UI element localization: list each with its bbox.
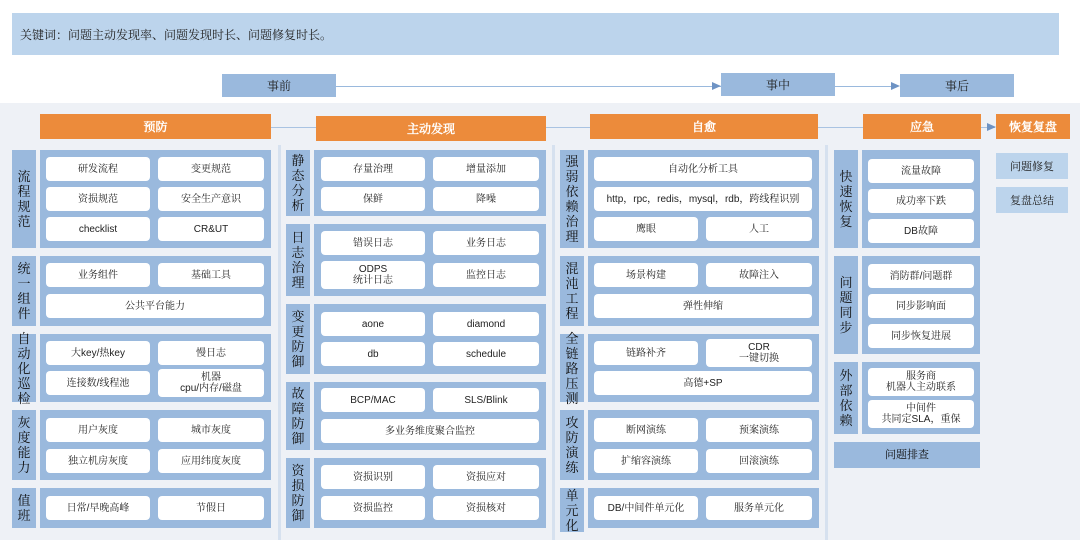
cell-text: SLS/Blink — [464, 394, 508, 406]
cell-text: db — [367, 348, 379, 360]
cell-text: 降噪 — [476, 193, 496, 205]
cell-text: 消防群/问题群 — [889, 270, 953, 282]
cell-text: 错误日志 — [353, 237, 393, 249]
cell-text: 资损应对 — [466, 471, 506, 483]
cell-text: DB/中间件单元化 — [607, 502, 685, 514]
group-label-unified-text: 统 一 组 件 — [17, 261, 31, 321]
group-label-dependency-text: 强 弱 依 赖 治 理 — [565, 154, 579, 244]
cell-text: ODPS — [358, 264, 388, 275]
cell-text: 资损识别 — [353, 471, 393, 483]
cell-text: cpu/内存/磁盘 — [180, 383, 242, 394]
group-label-drill-text: 攻 防 演 练 — [565, 415, 579, 475]
cell-text: 业务日志 — [466, 237, 506, 249]
cell-text: 变更规范 — [191, 163, 231, 175]
group-label-change-text: 变 更 防 御 — [291, 309, 305, 369]
cell-text: aone — [361, 318, 385, 330]
cell-text: 公共平台能力 — [125, 300, 185, 312]
group-label-process-text: 流 程 规 范 — [17, 169, 31, 229]
recover-summary-text: 复盘总结 — [1010, 195, 1054, 207]
cell-text: 多业务维度聚合监控 — [385, 425, 475, 437]
cell-text: 监控日志 — [466, 269, 506, 281]
cell-text: 一键切换 — [739, 353, 779, 364]
keyword-text: 关键词：问题主动发现率、问题发现时长、问题修复时长。 — [20, 27, 333, 42]
stage-recover-label: 恢复复盘 — [1008, 120, 1057, 134]
group-label-unit-text: 单 元 化 — [565, 487, 579, 533]
cell-text: 预案演练 — [739, 424, 779, 436]
cell-text: 同步恢复进展 — [891, 330, 951, 342]
stage-discover-label: 主动发现 — [406, 122, 455, 136]
cell-text: diamond — [466, 318, 506, 330]
group-label-inspect-text: 自 动 化 巡 检 — [17, 330, 31, 406]
cell-text: 鹰眼 — [636, 223, 656, 235]
group-label-static-text: 静 态 分 析 — [291, 153, 305, 213]
stage-prevent-label: 预防 — [143, 120, 168, 134]
group-label-sync-text: 问 题 同 步 — [839, 275, 853, 335]
cell-text: CR&UT — [193, 223, 229, 235]
arrow-to-after-icon — [891, 82, 900, 90]
cell-text: 独立机房灰度 — [68, 455, 128, 467]
cell-text: 应用纬度灰度 — [181, 455, 241, 467]
recover-fix-text: 问题修复 — [1010, 161, 1054, 173]
group-label-fast-text: 快 速 恢 复 — [839, 169, 853, 229]
cell-text: 连接数/线程池 — [66, 377, 130, 389]
group-label-gray-text: 灰 度 能 力 — [17, 415, 31, 475]
cell-text: http，rpc，redis，mysql，rdb，跨线程识别 — [606, 193, 800, 205]
phase-after-label: 事后 — [944, 79, 969, 93]
cell-text: 机器 — [201, 372, 221, 383]
cell-text: 节假日 — [196, 502, 226, 514]
cell-text: 资损规范 — [78, 193, 118, 205]
cell-text: schedule — [465, 348, 507, 360]
cell-text: 统计日志 — [353, 275, 393, 286]
cell-text: 业务组件 — [78, 269, 118, 281]
cell-text: BCP/MAC — [350, 394, 396, 406]
cell-text: 增量添加 — [466, 163, 506, 175]
cell-text: 资损核对 — [466, 502, 506, 514]
cell-text: DB故障 — [904, 225, 938, 237]
cell-text: 断网演练 — [626, 424, 666, 436]
cell-text: 中间件 — [906, 403, 936, 414]
arrow-to-during-icon — [712, 82, 721, 90]
cell-text: 保鲜 — [363, 193, 383, 205]
cell-text: 慢日志 — [196, 347, 226, 359]
cell-text: 用户灰度 — [78, 424, 118, 436]
cell-text: 安全生产意识 — [181, 193, 241, 205]
cell-text: 存量治理 — [353, 163, 393, 175]
cell-text: 基础工具 — [191, 269, 231, 281]
cell-text: 故障注入 — [739, 269, 779, 281]
cell-text: 服务商 — [906, 371, 936, 382]
cell-text: 弹性伸缩 — [683, 300, 723, 312]
group-label-fault-text: 故 障 防 御 — [291, 386, 305, 446]
cell-text: 研发流程 — [78, 163, 118, 175]
arrow-to-recover-icon — [987, 123, 996, 131]
cell-text: 高德+SP — [683, 377, 723, 389]
group-label-loss-text: 资 损 防 御 — [291, 463, 305, 523]
cell-text: 成功率下跌 — [896, 195, 946, 207]
cell-text: checklist — [78, 223, 118, 235]
group-label-log-text: 日 志 治 理 — [291, 230, 305, 290]
cell-text: 大key/热key — [71, 347, 125, 359]
group-label-duty-text: 值 班 — [17, 493, 31, 523]
group-label-stress-text: 全 链 路 压 测 — [565, 330, 579, 406]
cell-text: 扩缩容演练 — [621, 455, 671, 467]
cell-text: CDR — [748, 342, 770, 353]
cell-text: 自动化分析工具 — [668, 163, 738, 175]
stage-self-heal-label: 自愈 — [691, 120, 716, 134]
group-label-ext-text: 外 部 依 赖 — [839, 368, 853, 428]
cell-text: 同步影响面 — [896, 300, 946, 312]
group-label-chaos-text: 混 沌 工 程 — [565, 261, 579, 321]
cell-text: 人工 — [749, 223, 769, 235]
cell-text: 流量故障 — [901, 165, 941, 177]
stage-respond-label: 应急 — [909, 120, 934, 134]
cell-text: 共同定SLA，重保 — [881, 414, 961, 425]
cell-text: 日常/早晚高峰 — [66, 502, 130, 514]
cell-text: 机器人主动联系 — [886, 382, 956, 393]
cell-text: 服务单元化 — [734, 502, 784, 514]
cell-text: 资损监控 — [353, 502, 393, 514]
problem-check-text: 问题排查 — [885, 448, 929, 461]
cell-text: 回滚演练 — [739, 455, 779, 467]
phase-before-label: 事前 — [266, 79, 291, 93]
cell-text: 城市灰度 — [191, 424, 231, 436]
cell-text: 链路补齐 — [626, 347, 666, 359]
cell-text: 场景构建 — [626, 269, 666, 281]
phase-during-label: 事中 — [765, 78, 790, 92]
